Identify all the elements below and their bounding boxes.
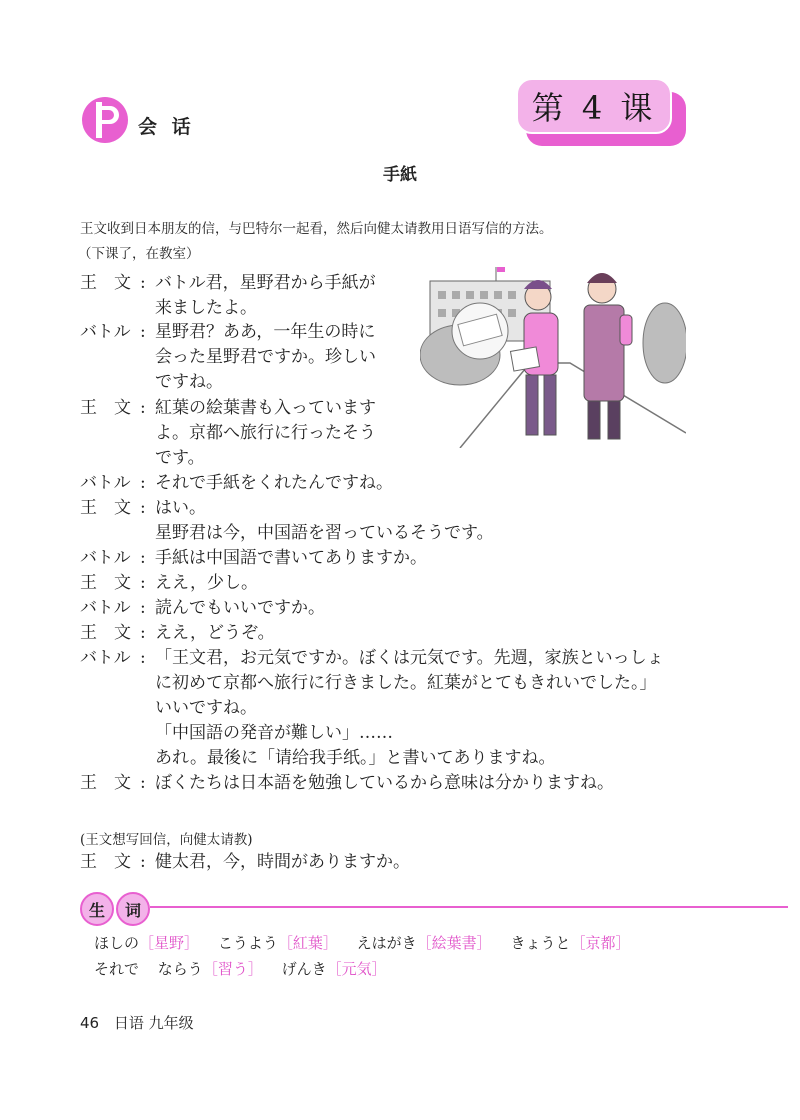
speaker-wang: 王 文 — [80, 398, 131, 418]
vocab-kana: ならう — [157, 960, 203, 978]
vocab-kanji: ［絵葉書］ — [416, 934, 492, 952]
speaker-batoru: バトル — [80, 473, 131, 493]
vocab-kana: きょうと — [510, 934, 571, 952]
line-text: 来ましたよ。 — [155, 298, 257, 318]
line-text: 会った星野君ですか。珍しい — [155, 347, 376, 367]
section-label: 会 话 — [138, 116, 195, 138]
line-text: 「王文君，お元気ですか。ぼくは元気です。先週，家族といっしょ — [155, 648, 664, 668]
speaker-batoru: バトル — [80, 548, 131, 568]
line-text: バトル君，星野君から手紙が — [155, 273, 376, 293]
line-text: それで手紙をくれたんですね。 — [155, 473, 393, 493]
vocab-kana: げんき — [281, 960, 327, 978]
colon: : — [140, 322, 146, 342]
vocab-kanji: ［元気］ — [326, 960, 387, 978]
vocab-kana: それで — [94, 960, 140, 978]
vocab-kana: ほしの — [94, 934, 140, 952]
line-text: 紅葉の絵葉書も入っています — [155, 398, 376, 418]
colon: : — [140, 648, 146, 668]
line-text: ええ，どうぞ。 — [155, 623, 275, 643]
speaker-wang: 王 文 — [80, 273, 131, 293]
vocab-item — [357, 932, 492, 953]
speaker-batoru: バトル — [80, 648, 131, 668]
line-text: ですね。 — [155, 372, 223, 392]
line-text: 星野君？ああ，一年生の時に — [155, 322, 376, 342]
lesson-number: 第 4 课 — [531, 89, 657, 127]
speaker-batoru: バトル — [80, 598, 131, 618]
line-text: ぼくたちは日本語を勉強しているから意味は分かりますね。 — [155, 773, 614, 793]
line-text: 「中国語の発音が難しい」…… — [155, 723, 393, 743]
vocab-divider — [150, 906, 788, 908]
vocab-badge-1 — [80, 892, 114, 926]
intro-text: 王文收到日本朋友的信，与巴特尔一起看，然后向健太请教用日语写信的方法。 — [80, 221, 553, 237]
vocab-badge-text: 生 — [88, 900, 105, 920]
speaker-wang: 王 文 — [80, 852, 131, 872]
vocab-item — [282, 958, 387, 979]
line-text: 星野君は今，中国語を習っているそうです。 — [155, 523, 494, 543]
vocab-badge-text: 词 — [124, 900, 141, 920]
scene-note-2: (王文想写回信，向健太请教) — [80, 832, 253, 848]
vocab-item — [94, 958, 139, 979]
colon: : — [140, 852, 146, 872]
speaker-wang: 王 文 — [80, 623, 131, 643]
line-text: はい。 — [155, 498, 206, 518]
vocab-kana: えはがき — [356, 934, 417, 952]
vocab-item — [158, 958, 263, 979]
line-text: 手紙は中国語で書いてありますか。 — [155, 548, 427, 568]
colon: : — [140, 473, 146, 493]
page-footer — [80, 1012, 204, 1033]
students-illustration — [420, 263, 686, 448]
line-text: に初めて京都へ旅行に行きました。紅葉がとてもきれいでした。」 — [155, 673, 657, 693]
page-number: 46 — [80, 1014, 100, 1032]
speaker-wang: 王 文 — [80, 773, 131, 793]
colon: : — [140, 623, 146, 643]
speaker-wang: 王 文 — [80, 573, 131, 593]
line-text: ええ，少し。 — [155, 573, 259, 593]
book-title: 日语 九年级 — [113, 1014, 194, 1032]
line-text: いいですね。 — [155, 698, 257, 718]
colon: : — [140, 498, 146, 518]
vocab-kanji: ［京都］ — [570, 934, 631, 952]
line-text: あれ。最後に「请给我手纸。」と書いてありますね。 — [155, 748, 556, 768]
line-text: 読んでもいいですか。 — [155, 598, 325, 618]
scene-note: （下课了，在教室） — [78, 246, 200, 262]
vocab-row-2 — [94, 958, 401, 979]
vocab-item — [510, 932, 630, 953]
line-text: 健太君，今，時間がありますか。 — [155, 852, 410, 872]
speaker-wang: 王 文 — [80, 498, 131, 518]
colon: : — [140, 598, 146, 618]
dialogue-title: 手紙 — [383, 165, 417, 185]
vocab-row-1 — [94, 932, 644, 953]
vocab-kana: こうよう — [217, 934, 278, 952]
speaker-batoru: バトル — [80, 322, 131, 342]
conversation-icon — [80, 96, 130, 144]
line-text: です。 — [155, 448, 205, 468]
colon: : — [140, 398, 146, 418]
colon: : — [140, 573, 146, 593]
vocab-item — [94, 932, 199, 953]
colon: : — [140, 548, 146, 568]
line-text: よ。京都へ旅行に行ったそう — [155, 423, 376, 443]
vocab-kanji: ［紅葉］ — [277, 934, 338, 952]
lesson-tab-face — [516, 78, 672, 134]
lesson-number-tab — [516, 78, 686, 148]
vocab-kanji: ［星野］ — [139, 934, 200, 952]
colon: : — [140, 773, 146, 793]
vocab-item — [218, 932, 338, 953]
vocab-badge-2 — [116, 892, 150, 926]
vocab-kanji: ［習う］ — [202, 960, 263, 978]
colon: : — [140, 273, 146, 293]
